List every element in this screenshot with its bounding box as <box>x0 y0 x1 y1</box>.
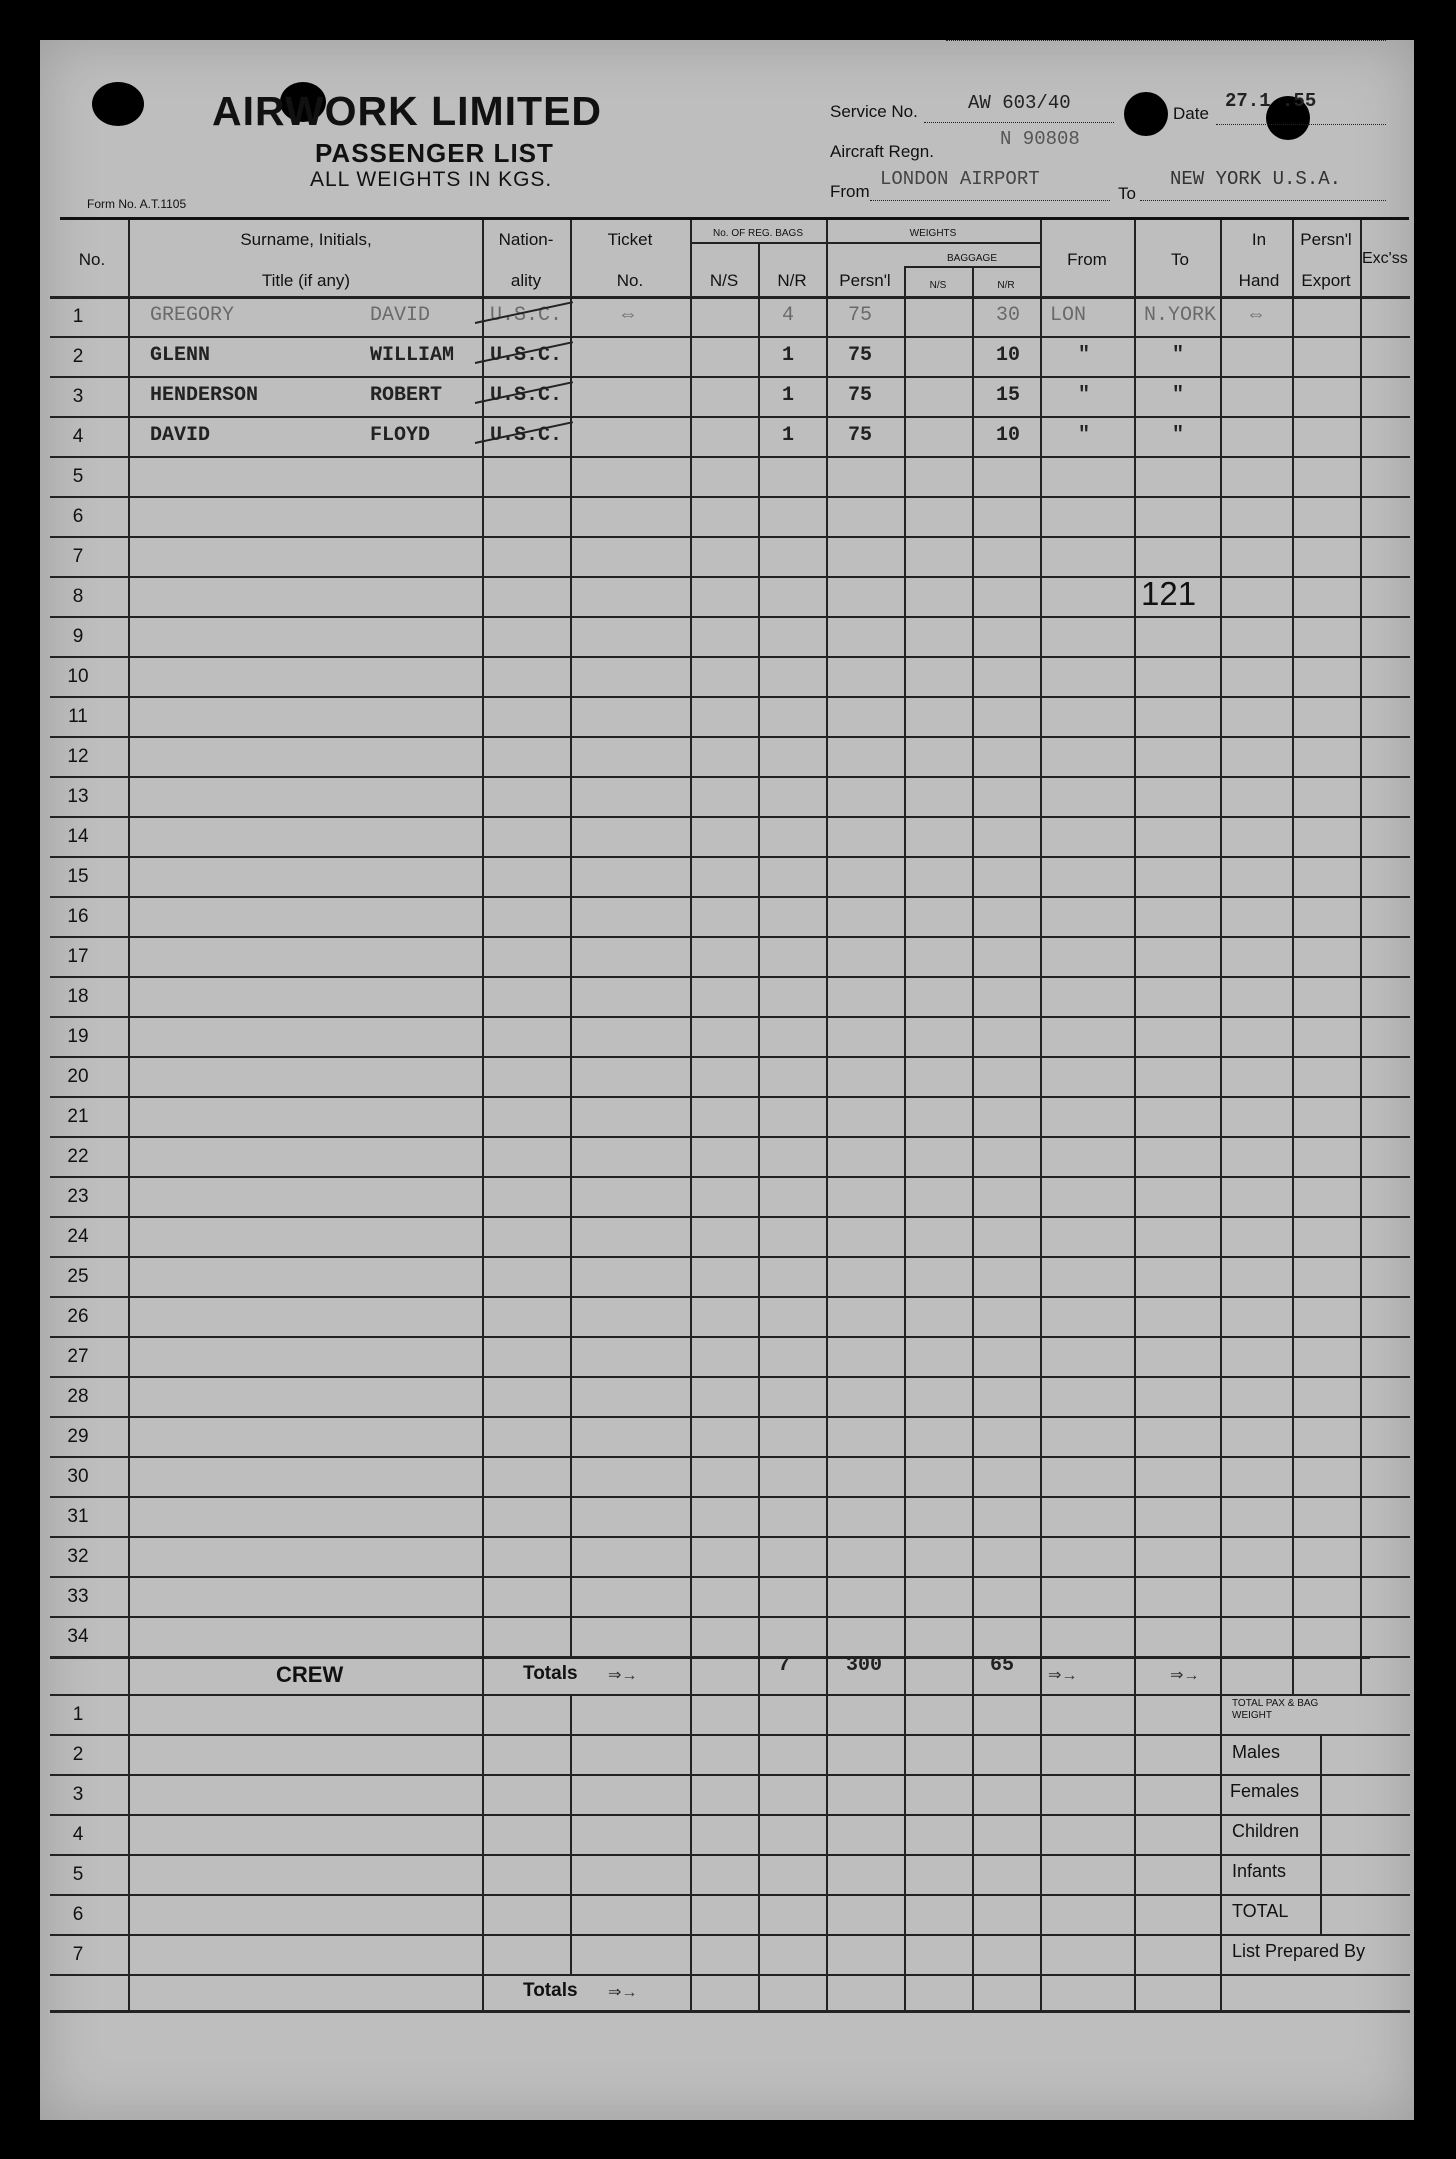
from-value: LONDON AIRPORT <box>880 168 1040 190</box>
col-header-no: No. <box>78 250 106 269</box>
row-line <box>50 816 1410 818</box>
crew-label: CREW <box>276 1662 344 1687</box>
row-number: 5 <box>72 466 84 487</box>
form-subtitle: ALL WEIGHTS IN KGS. <box>310 168 553 191</box>
col-line-bags-nr <box>826 220 828 2010</box>
passenger-bag-nr: 10 <box>996 424 1021 447</box>
passenger-to: N.YORK <box>1144 304 1217 327</box>
row-number: 30 <box>67 1466 89 1487</box>
crew-row-number: 6 <box>72 1904 84 1925</box>
col-header-bag-nr: N/R <box>997 280 1015 291</box>
row-line <box>50 336 1410 338</box>
crew-row-line <box>50 1814 1230 1816</box>
row-number: 6 <box>72 506 84 527</box>
crew-row-number: 7 <box>72 1944 84 1965</box>
row-line <box>50 776 1410 778</box>
passenger-in-hand: ⇔ <box>1250 304 1263 327</box>
passenger-nationality: U.S.C. <box>490 304 563 327</box>
row-number: 24 <box>67 1226 89 1247</box>
col-header-export-1: Persn'l <box>1300 230 1352 249</box>
passenger-bag-nr: 15 <box>996 384 1021 407</box>
bottom-totals-arrow-icon: ⇒→ <box>608 1984 638 2001</box>
infants-label: Infants <box>1232 1861 1287 1881</box>
row-line <box>50 936 1410 938</box>
col-header-in-hand-1: In <box>1251 230 1267 249</box>
col-line-nationality-crew <box>570 1694 572 1974</box>
handwritten-note: 121 <box>1141 575 1197 612</box>
passenger-given: ROBERT <box>370 384 443 407</box>
row-number: 9 <box>72 626 84 647</box>
passenger-from: LON <box>1050 304 1087 327</box>
passenger-surname: GREGORY <box>150 304 235 327</box>
bottom-rule <box>50 2010 1410 2013</box>
header-bottom-rule <box>50 296 1410 299</box>
passenger-from: " <box>1078 424 1091 447</box>
row-number: 11 <box>68 706 88 727</box>
col-line-bag-ns <box>972 266 974 2010</box>
row-number: 2 <box>72 346 84 367</box>
row-line <box>50 976 1410 978</box>
row-line <box>50 1376 1410 1378</box>
row-line <box>50 1176 1410 1178</box>
col-line-ticket <box>690 220 692 2010</box>
females-label: Females <box>1230 1781 1300 1801</box>
total-pax-bag-label: TOTAL PAX & BAG WEIGHT <box>1232 1698 1319 1721</box>
row-number: 14 <box>67 826 89 847</box>
date-label: Date <box>1173 104 1209 123</box>
summary-value-line <box>1320 1734 1322 1934</box>
crew-top-rule <box>50 1656 1370 1659</box>
total-label: TOTAL <box>1232 1901 1289 1921</box>
col-header-excess: Exc'ss <box>1362 250 1408 267</box>
col-line-nationality <box>570 220 572 1656</box>
col-header-bags-nr: N/R <box>777 271 807 290</box>
crew-row-number: 4 <box>72 1824 84 1845</box>
col-line-surname <box>482 220 484 2010</box>
row-line <box>50 1256 1410 1258</box>
row-line <box>50 1056 1410 1058</box>
passenger-to: " <box>1172 424 1185 447</box>
service-no-value: AW 603/40 <box>968 92 1071 114</box>
passenger-surname: HENDERSON <box>150 384 259 407</box>
row-number: 13 <box>67 786 89 807</box>
passenger-list-form <box>40 40 1414 2120</box>
col-header-to: To <box>1171 250 1189 269</box>
col-line-bags-ns <box>758 242 760 1694</box>
col-header-from: From <box>1067 250 1107 269</box>
passenger-surname: DAVID <box>150 424 211 447</box>
col-header-bags-ns: N/S <box>709 271 739 290</box>
row-line <box>50 896 1410 898</box>
crew-row-number: 2 <box>72 1744 84 1765</box>
passenger-from: " <box>1078 384 1091 407</box>
crew-row-line <box>50 1974 1410 1976</box>
row-line <box>50 376 1410 378</box>
row-number: 15 <box>67 866 89 887</box>
row-number: 21 <box>67 1106 89 1127</box>
row-line <box>50 576 1410 578</box>
row-line <box>50 1416 1410 1418</box>
passenger-bags-nr: 1 <box>782 384 795 407</box>
row-number: 12 <box>67 746 89 767</box>
passenger-bag-nr: 10 <box>996 344 1021 367</box>
passenger-bag-nr: 30 <box>996 304 1021 327</box>
row-number: 29 <box>67 1426 89 1447</box>
passenger-persnl: 75 <box>848 384 873 407</box>
col-header-bag-ns: N/S <box>929 280 947 291</box>
to-arrow-icon: ⇒→ <box>1170 1667 1200 1684</box>
row-number: 33 <box>67 1586 89 1607</box>
row-line <box>50 656 1410 658</box>
crew-header-rule <box>50 1694 1410 1696</box>
crew-row-line <box>50 1934 1230 1936</box>
form-title: PASSENGER LIST <box>315 138 554 168</box>
row-line <box>50 1296 1410 1298</box>
service-no-label: Service No. <box>830 102 918 121</box>
from-label: From <box>830 182 870 201</box>
crew-row-number: 3 <box>72 1784 84 1805</box>
summary-line <box>1220 1934 1410 1936</box>
row-line <box>50 496 1410 498</box>
row-line <box>50 416 1410 418</box>
col-header-ticket-2: No. <box>616 271 644 290</box>
col-header-export-2: Export <box>1301 271 1351 290</box>
passenger-bags-nr: 1 <box>782 344 795 367</box>
row-line <box>50 1616 1410 1618</box>
col-header-persnl: Persn'l <box>839 271 891 290</box>
to-value: NEW YORK U.S.A. <box>1170 168 1342 190</box>
col-line-no <box>128 220 130 2010</box>
passenger-given: DAVID <box>370 304 431 327</box>
passenger-to: " <box>1172 344 1185 367</box>
summary-line <box>1220 1774 1410 1776</box>
col-line-bag-nr <box>1040 220 1042 2010</box>
row-number: 18 <box>67 986 89 1007</box>
col-line-persnl <box>904 266 906 2010</box>
passenger-persnl: 75 <box>848 304 873 327</box>
col-header-surname-1: Surname, Initials, <box>240 230 372 249</box>
row-number: 10 <box>67 666 89 687</box>
row-line <box>50 1096 1410 1098</box>
summary-line <box>1220 1814 1410 1816</box>
row-number: 8 <box>72 586 84 607</box>
passenger-given: WILLIAM <box>370 344 455 367</box>
row-line <box>50 696 1410 698</box>
passenger-given: FLOYD <box>370 424 431 447</box>
form-number: Form No. A.T.1105 <box>87 197 187 211</box>
from-arrow-icon: ⇒→ <box>1048 1667 1078 1684</box>
company-name: AIRWORK LIMITED <box>212 88 603 134</box>
row-line <box>50 616 1410 618</box>
row-number: 34 <box>67 1626 89 1647</box>
row-number: 20 <box>67 1066 89 1087</box>
row-line <box>50 736 1410 738</box>
passenger-to: " <box>1172 384 1185 407</box>
row-line <box>50 1016 1410 1018</box>
aircraft-regn-value: N 90808 <box>1000 128 1080 150</box>
row-number: 1 <box>72 306 84 327</box>
passenger-nationality: U.S.C. <box>490 344 563 367</box>
row-number: 16 <box>67 906 89 927</box>
col-header-baggage: BAGGAGE <box>946 253 997 264</box>
col-line-in-hand <box>1292 220 1294 1694</box>
crew-row-line <box>50 1734 1230 1736</box>
row-number: 17 <box>67 946 89 967</box>
totals-arrow-icon: ⇒→ <box>608 1667 638 1684</box>
row-number: 23 <box>67 1186 89 1207</box>
summary-line <box>1220 1734 1410 1736</box>
col-header-ticket-1: Ticket <box>607 230 653 249</box>
passenger-table <box>40 40 1414 2120</box>
totals-label: Totals <box>523 1663 578 1684</box>
row-line <box>50 856 1410 858</box>
row-line <box>50 1496 1410 1498</box>
col-header-reg-bags: No. OF REG. BAGS <box>712 228 804 239</box>
aircraft-regn-label: Aircraft Regn. <box>830 142 934 161</box>
row-line <box>50 1216 1410 1218</box>
col-header-nationality-1: Nation- <box>498 230 554 249</box>
passenger-bags-nr: 4 <box>782 304 795 327</box>
row-line <box>50 1456 1410 1458</box>
row-number: 31 <box>67 1506 89 1527</box>
date-value: 27.1 .55 <box>1225 90 1317 112</box>
summary-line <box>1220 1894 1410 1896</box>
summary-line <box>1220 1854 1410 1856</box>
row-line <box>50 1576 1410 1578</box>
total-bags: 7 <box>778 1654 791 1677</box>
passenger-ticket: ⇔ <box>622 304 635 327</box>
col-header-weights: WEIGHTS <box>909 228 957 239</box>
children-label: Children <box>1232 1821 1300 1841</box>
to-label: To <box>1118 184 1136 203</box>
crew-row-line <box>50 1854 1230 1856</box>
row-line <box>50 536 1410 538</box>
row-number: 26 <box>67 1306 89 1327</box>
col-line-to <box>1220 220 1222 2010</box>
bottom-totals-label: Totals <box>523 1980 578 2001</box>
row-number: 7 <box>72 546 84 567</box>
row-number: 25 <box>67 1266 89 1287</box>
row-number: 3 <box>72 386 84 407</box>
list-prepared-by-label: List Prepared By <box>1232 1941 1366 1961</box>
col-header-in-hand-2: Hand <box>1238 271 1280 290</box>
col-line-from <box>1134 220 1136 2010</box>
passenger-persnl: 75 <box>848 344 873 367</box>
crew-row-line <box>50 1894 1230 1896</box>
males-label: Males <box>1232 1742 1281 1762</box>
row-line <box>50 1336 1410 1338</box>
row-number: 32 <box>67 1546 89 1567</box>
crew-row-number: 5 <box>72 1864 84 1885</box>
row-line <box>50 1536 1410 1538</box>
row-number: 19 <box>67 1026 89 1047</box>
row-number: 22 <box>67 1146 89 1167</box>
crew-row-line <box>50 1774 1230 1776</box>
row-number: 4 <box>72 426 84 447</box>
total-persnl: 300 <box>846 1654 883 1677</box>
total-bag-nr: 65 <box>990 1654 1015 1677</box>
row-line <box>50 1136 1410 1138</box>
passenger-nationality: U.S.C. <box>490 424 563 447</box>
passenger-nationality: U.S.C. <box>490 384 563 407</box>
passenger-bags-nr: 1 <box>782 424 795 447</box>
col-header-nationality-2: ality <box>510 271 542 290</box>
crew-row-number: 1 <box>72 1704 84 1725</box>
row-number: 28 <box>67 1386 89 1407</box>
col-header-surname-2: Title (if any) <box>261 271 351 290</box>
row-line <box>50 456 1410 458</box>
row-number: 27 <box>67 1346 89 1367</box>
reg-bags-rule <box>690 242 1040 244</box>
passenger-surname: GLENN <box>150 344 211 367</box>
col-line-export <box>1360 220 1362 1694</box>
passenger-from: " <box>1078 344 1091 367</box>
col-line-bags-ns-crew <box>758 1694 760 2010</box>
passenger-persnl: 75 <box>848 424 873 447</box>
